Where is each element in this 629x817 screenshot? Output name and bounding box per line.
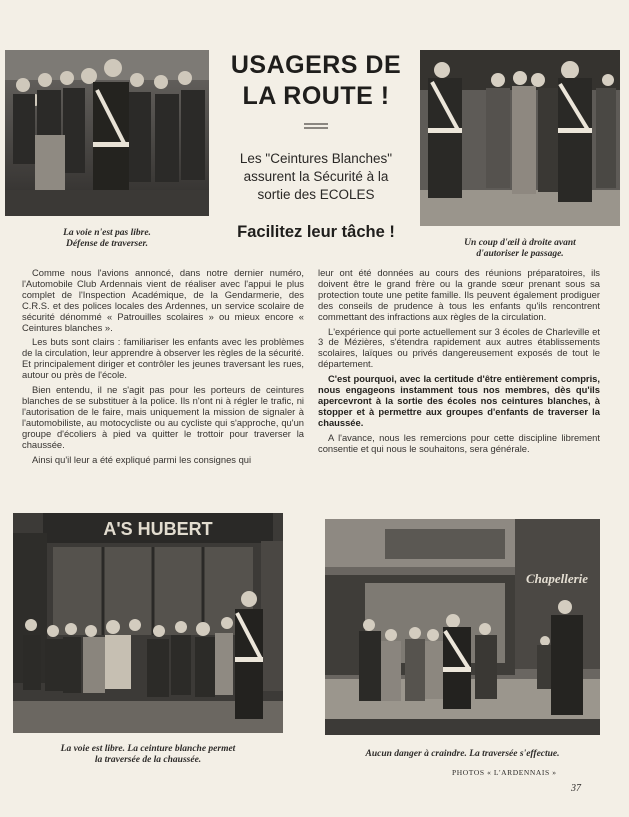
- page-number: 37: [571, 783, 581, 794]
- caption-line: Défense de traverser.: [65, 239, 149, 249]
- subtitle-line: assurent la Sécurité à la: [243, 169, 389, 184]
- title-line: USAGERS DE: [230, 51, 402, 79]
- photo-children-waiting: [5, 50, 209, 216]
- title-divider: [304, 123, 328, 125]
- title-divider: [304, 127, 328, 129]
- caption-top-right: [420, 238, 620, 260]
- article-paragraph: Comme nous l'avions annoncé, dans notre dernier numéro, l'Automobile Club Ardennais vient de réaliser avec l'appui le plus complet de l'Inspection Académique, de la Gendarmerie, des C.R.S. et des polices locales des Ardennes, un service scolaire de sécurité dénommé « Patrouilles scolaires » ou mieux encore « Ceintures blanches ».: [22, 267, 304, 333]
- subtitle: [213, 150, 419, 204]
- caption-top-left: [5, 228, 209, 250]
- caption-line: La voie n'est pas libre.: [63, 228, 151, 238]
- shop-sign-text: Chapellerie: [525, 571, 589, 586]
- article-paragraph-bold: C'est pourquoi, avec la certitude d'être entièrement compris, nous engageons instamment tous nos membres, dès qu'ils apercevront à la sortie des écoles nos ceintures blanches, à stopper et à permettre aux groupes d'enfants de traverser la chaussée.: [318, 373, 600, 428]
- slogan: Facilitez leur tâche !: [237, 223, 395, 241]
- title-line: LA ROUTE !: [242, 82, 390, 110]
- caption-line: Aucun danger à craindre. La traversée s'effectue.: [365, 749, 560, 759]
- article-column-left: [22, 268, 304, 469]
- caption-line: la traversée de la chaussée.: [94, 755, 202, 765]
- subtitle-line: Les "Ceintures Blanches": [239, 151, 393, 166]
- subtitle-line: sortie des ECOLES: [257, 187, 375, 202]
- caption-line: d'autoriser le passage.: [476, 249, 564, 259]
- caption-line: Un coup d'œil à droite avant: [464, 238, 576, 248]
- article-paragraph: Bien entendu, il ne s'agit pas pour les porteurs de ceintures blanches de se substituer à la police. Ils n'ont ni à régler le trafic, ni l'autorisation de le faire, mais uniquement la mission de signaler à l'automobiliste, au motocycliste ou au cycliste qui s'approche, qu'un groupe d'écoliers à pied va quitter le trottoir pour traverser la chaussée.: [22, 384, 304, 450]
- shop-sign-text: A'S HUBERT: [103, 519, 213, 539]
- caption-bottom-left: [13, 744, 283, 766]
- caption-bottom-right: [325, 749, 600, 760]
- photo-patrol-looking-right: [420, 50, 620, 226]
- photo-crossing-chapellerie: [325, 519, 600, 735]
- article-paragraph: L'expérience qui porte actuellement sur 3 écoles de Charleville et 3 de Mézières, s'étendra rapidement aux autres établissements scolaires, laïques ou privés dangereusement exposés de tout le département.: [318, 325, 600, 370]
- caption-line: La voie est libre. La ceinture blanche permet: [60, 744, 236, 754]
- article-paragraph: Les buts sont clairs : familiariser les enfants avec les problèmes de la circulation, leur apprendre à observer les règles de la sécurité. Et principalement diriger et contrôler les jeunes traversant les rues, autour ou près de l'école.: [22, 336, 304, 381]
- article-column-right: [318, 268, 600, 459]
- article-paragraph: Ainsi qu'il leur a été expliqué parmi les consignes qui: [32, 453, 252, 465]
- page-title: [218, 50, 414, 112]
- photo-crossing-hubert: [13, 513, 283, 733]
- article-paragraph: A l'avance, nous les remercions pour cette discipline librement consentie et qui nous le souhaitons, sera générale.: [318, 431, 600, 454]
- article-paragraph: leur ont été données au cours des réunions préparatoires, ils doivent être le grand frère ou la grande sœur prenant sous sa protection toute une petite famille. Ils peuvent également prodiguer des conseils de prudence à tous les enfants qu'ils rencontrent commettant des infractions aux règles de la circulation.: [318, 267, 600, 322]
- photos-credit: PHOTOS « L'ARDENNAIS »: [452, 768, 557, 777]
